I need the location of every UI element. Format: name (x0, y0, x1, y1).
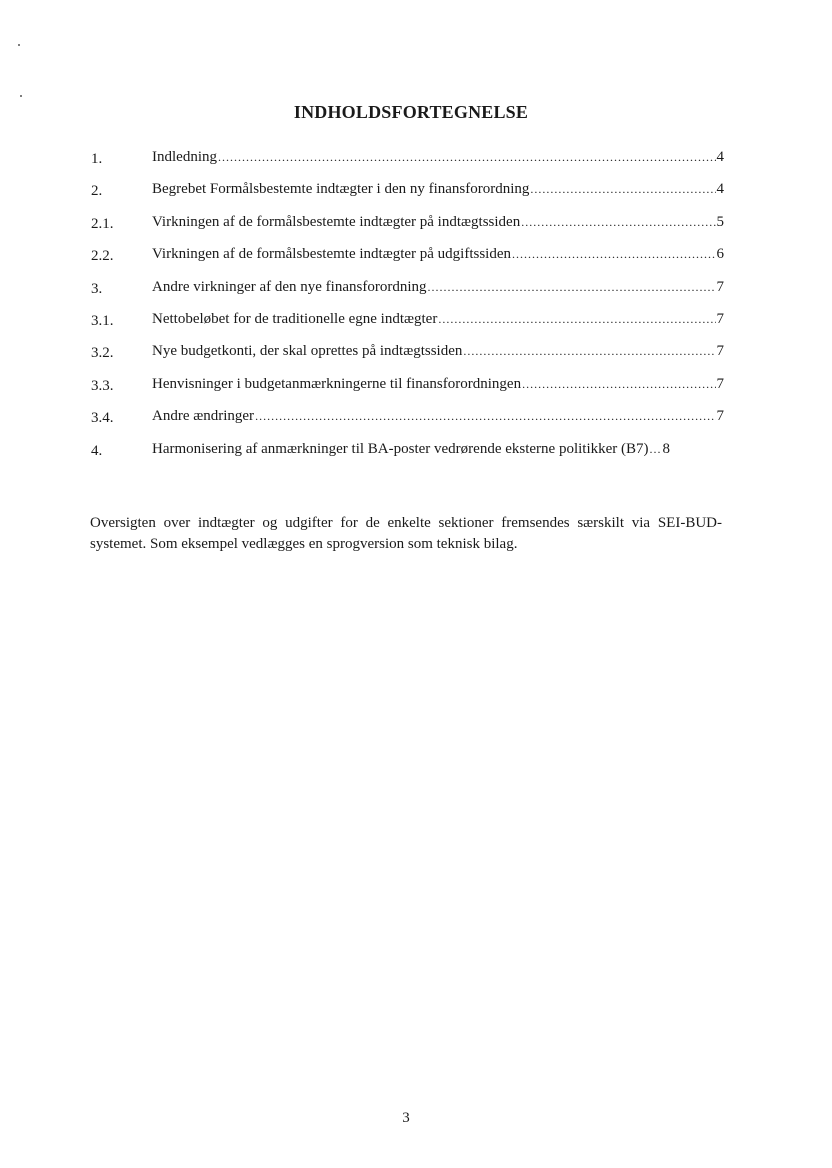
page-number: 3 (402, 1110, 410, 1126)
toc-entry-label: Virkningen af de formålsbestemte indtægter på indtægtssiden (152, 213, 521, 230)
toc-entry-label: Virkningen af de formålsbestemte indtægter på udgiftssiden (152, 246, 512, 263)
scan-speck (18, 44, 20, 46)
toc-entry-page: 5 (716, 213, 724, 230)
toc-entry-label: Andre ændringer (152, 408, 255, 425)
toc-entry (88, 241, 724, 273)
page-title: INDHOLDSFORTEGNELSE (293, 102, 529, 122)
toc-entry-number: 3.2. (91, 345, 114, 362)
table-of-contents (88, 144, 724, 468)
toc-dot-leader (521, 212, 715, 232)
toc-entry-number: 3.3. (91, 377, 114, 394)
toc-entry-label: Harmonisering af anmærkninger til BA-poster vedrørende eksterne politikker (B7) (152, 440, 649, 457)
toc-entry-page: 7 (716, 408, 724, 425)
toc-dot-leader (255, 406, 715, 426)
toc-entry-label: Henvisninger i budgetanmærkningerne til finansforordningen (152, 375, 522, 392)
toc-entry (88, 371, 724, 403)
toc-dot-leader (530, 179, 715, 199)
toc-entry (88, 403, 724, 435)
toc-entry (88, 144, 724, 176)
toc-entry (88, 176, 724, 208)
toc-entry-page: 7 (716, 310, 724, 327)
toc-dot-leader (438, 309, 715, 329)
toc-entry-page: 4 (716, 149, 724, 165)
toc-dot-leader (428, 277, 716, 297)
scan-speck (20, 95, 22, 97)
toc-dot-leader (512, 244, 715, 264)
toc-entry-label: Nye budgetkonti, der skal oprettes på indtægtssiden (152, 343, 463, 360)
toc-entry (88, 274, 724, 306)
toc-entry-page: 7 (716, 375, 724, 392)
toc-entry-number: 2. (91, 183, 103, 200)
toc-entry (88, 209, 724, 241)
toc-entry-label: Begrebet Formålsbestemte indtægter i den ny finansforordning (152, 181, 530, 198)
body-paragraph: Oversigten over indtægter og udgifter for de enkelte sektioner fremsendes særskilt via SEI-BUD-systemet. Som eksempel vedlægges en sprogversion som teknisk bilag. (90, 515, 722, 552)
toc-dot-leader (650, 439, 662, 459)
toc-entry-number: 2.2. (91, 248, 114, 265)
toc-entry-label: Nettobeløbet for de traditionelle egne indtægter (152, 310, 438, 327)
toc-dot-leader (463, 341, 715, 361)
toc-entry (88, 436, 724, 468)
toc-entry-label: Andre virkninger af den nye finansforordning (152, 278, 427, 295)
toc-entry-page: 7 (716, 343, 724, 360)
toc-entry (88, 306, 724, 338)
toc-entry-number: 1. (91, 151, 103, 167)
toc-entry-label: Indledning (152, 149, 217, 165)
toc-entry-number: 3.1. (91, 312, 114, 329)
toc-entry-number: 2.1. (91, 215, 114, 232)
toc-entry-page: 7 (716, 278, 724, 295)
toc-entry (88, 338, 724, 370)
toc-entry-page: 4 (716, 181, 724, 198)
toc-entry-number: 3.4. (91, 410, 114, 427)
toc-dot-leader (218, 147, 716, 167)
toc-dot-leader (522, 374, 715, 394)
toc-entry-page: 8 (662, 440, 671, 457)
toc-entry-page: 6 (716, 246, 724, 263)
toc-entry-number: 4. (91, 442, 103, 459)
toc-entry-number: 3. (91, 280, 103, 297)
